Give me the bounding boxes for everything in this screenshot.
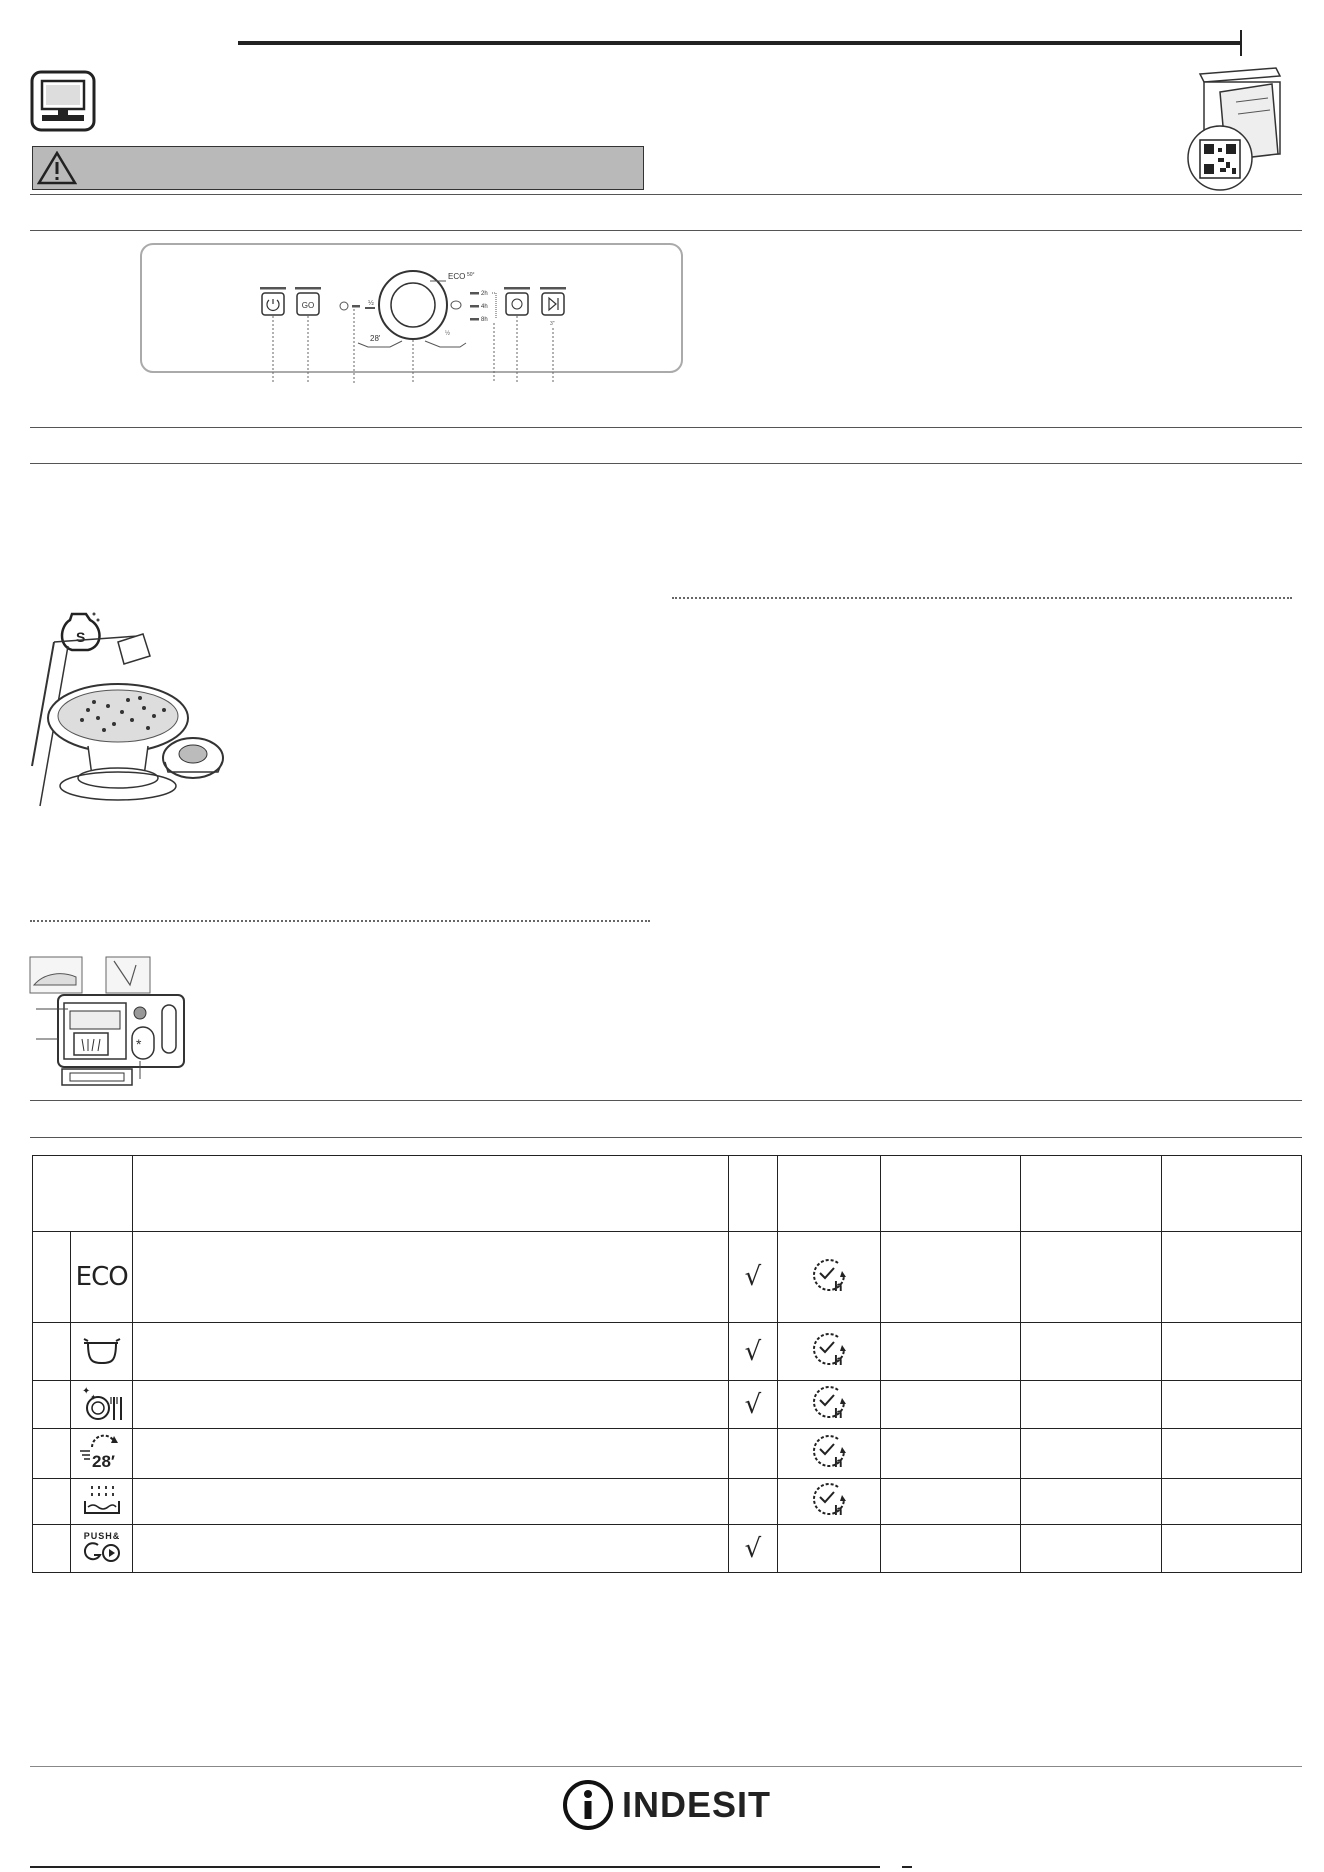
data-cell [880,1429,1020,1479]
data-cell [880,1525,1020,1573]
program-desc-cell [133,1381,729,1429]
delay-cell [777,1525,880,1573]
delay-start-icon [808,1257,850,1295]
delay-cell [777,1381,880,1429]
check-cell: √ [729,1232,777,1323]
table-row [33,1232,1302,1323]
brand-name: INDESIT [622,1784,772,1825]
table-row [33,1479,1302,1525]
table-row [33,1381,1302,1429]
program-desc-cell [133,1232,729,1323]
data-cell [1161,1232,1301,1323]
svg-text:50°: 50° [467,272,475,278]
data-cell [880,1232,1020,1323]
row-number-cell [33,1381,71,1429]
check-cell: √ [729,1323,777,1381]
dial-eco-label: ECO [448,272,466,281]
delay-cell [777,1429,880,1479]
svg-text:✦: ✦ [81,1386,91,1397]
table-row [33,1323,1302,1381]
delay-start-icon [808,1384,850,1422]
section-rule-1 [30,194,1302,195]
program-desc-cell [133,1525,729,1573]
svg-text:h: h [833,1352,843,1368]
check-cell [729,1479,777,1525]
program-icon-cell [71,1323,133,1381]
data-cell [1021,1429,1161,1479]
data-cell [880,1381,1020,1429]
data-cell [1021,1232,1161,1323]
bottom-rule [30,1866,880,1868]
data-cell [1021,1525,1161,1573]
svg-text:✦: ✦ [89,1393,97,1402]
svg-text:h: h [833,1454,843,1470]
detergent-dispenser-illustration [28,955,192,1089]
header-cell [729,1156,777,1232]
table-row [33,1525,1302,1573]
svg-text:h: h [833,1277,843,1294]
push-go-icon [80,1528,124,1566]
dotted-divider-right [672,597,1292,599]
svg-text:8h: 8h [481,317,488,323]
data-cell [1021,1381,1161,1429]
data-cell [1021,1323,1161,1381]
header-cell [33,1156,133,1232]
program-icon-cell [71,1429,133,1479]
warning-bar [32,146,644,190]
program-desc-cell [133,1479,729,1525]
footer-rule [30,1766,1302,1767]
programs-table [32,1155,1302,1573]
svg-text:3": 3" [550,321,555,327]
svg-text:½: ½ [445,331,451,337]
row-number-cell [33,1232,71,1323]
svg-text:S: S [76,629,86,645]
check-cell: √ [729,1525,777,1573]
salt-refill-illustration [28,606,228,811]
header-cell [1021,1156,1161,1232]
header-cell [133,1156,729,1232]
delay-cell [777,1323,880,1381]
svg-text:28′: 28′ [91,1452,115,1471]
check-cell [729,1429,777,1479]
header-cell [777,1156,880,1232]
svg-text:GO: GO [301,301,315,310]
row-number-cell [33,1479,71,1525]
data-cell [1161,1479,1301,1525]
data-cell [1161,1525,1301,1573]
qr-code-icon [1200,140,1240,178]
header-cell [880,1156,1020,1232]
header-cell [1161,1156,1301,1232]
section-rule-4 [30,463,1302,464]
program-icon-cell [71,1525,133,1573]
section-rule-6 [30,1137,1302,1138]
svg-text:h: h [833,1502,843,1518]
svg-text:PUSH&: PUSH& [83,1531,120,1541]
svg-text:2h: 2h [481,291,488,297]
delay-cell [777,1232,880,1323]
brand-logo [562,1775,771,1835]
section-rule-5 [30,1100,1302,1101]
control-panel-diagram [140,243,685,393]
data-cell [1021,1479,1161,1525]
computer-monitor-icon [30,70,96,132]
sparkle-dishes-icon [80,1384,124,1422]
program-icon-cell [71,1232,133,1323]
program-icon-cell [71,1381,133,1429]
svg-text:h: h [833,1405,843,1421]
warning-triangle-icon [37,151,77,185]
delay-cell [777,1479,880,1525]
row-number-cell [33,1429,71,1479]
eco-icon: ECO [75,1262,128,1292]
data-cell [880,1323,1020,1381]
svg-text:*: * [136,1036,142,1052]
data-cell [1161,1381,1301,1429]
delay-start-icon [808,1331,850,1369]
dishwasher-illustration [1180,62,1292,192]
dotted-divider-left [30,920,650,922]
row-number-cell [33,1525,71,1573]
delay-start-icon [808,1433,850,1471]
prewash-icon [82,1483,122,1517]
svg-text:4h: 4h [481,304,488,310]
indesit-logo-icon [562,1779,614,1831]
program-desc-cell [133,1429,729,1479]
section-rule-2 [30,230,1302,231]
section-rule-3 [30,427,1302,428]
data-cell [1161,1429,1301,1479]
svg-text:½: ½ [368,300,374,307]
dial-fast-label: 28' [370,334,381,343]
row-number-cell [33,1323,71,1381]
program-icon-cell [71,1479,133,1525]
delay-start-icon [808,1481,850,1519]
top-rule [238,41,1242,45]
top-rule-tick [1240,30,1242,56]
table-row [33,1429,1302,1479]
program-desc-cell [133,1323,729,1381]
table-header-row [33,1156,1302,1232]
data-cell [880,1479,1020,1525]
check-cell: √ [729,1381,777,1429]
bottom-rule-tick [902,1866,912,1868]
pot-icon [82,1333,122,1367]
data-cell [1161,1323,1301,1381]
fast-28-icon [78,1433,126,1471]
